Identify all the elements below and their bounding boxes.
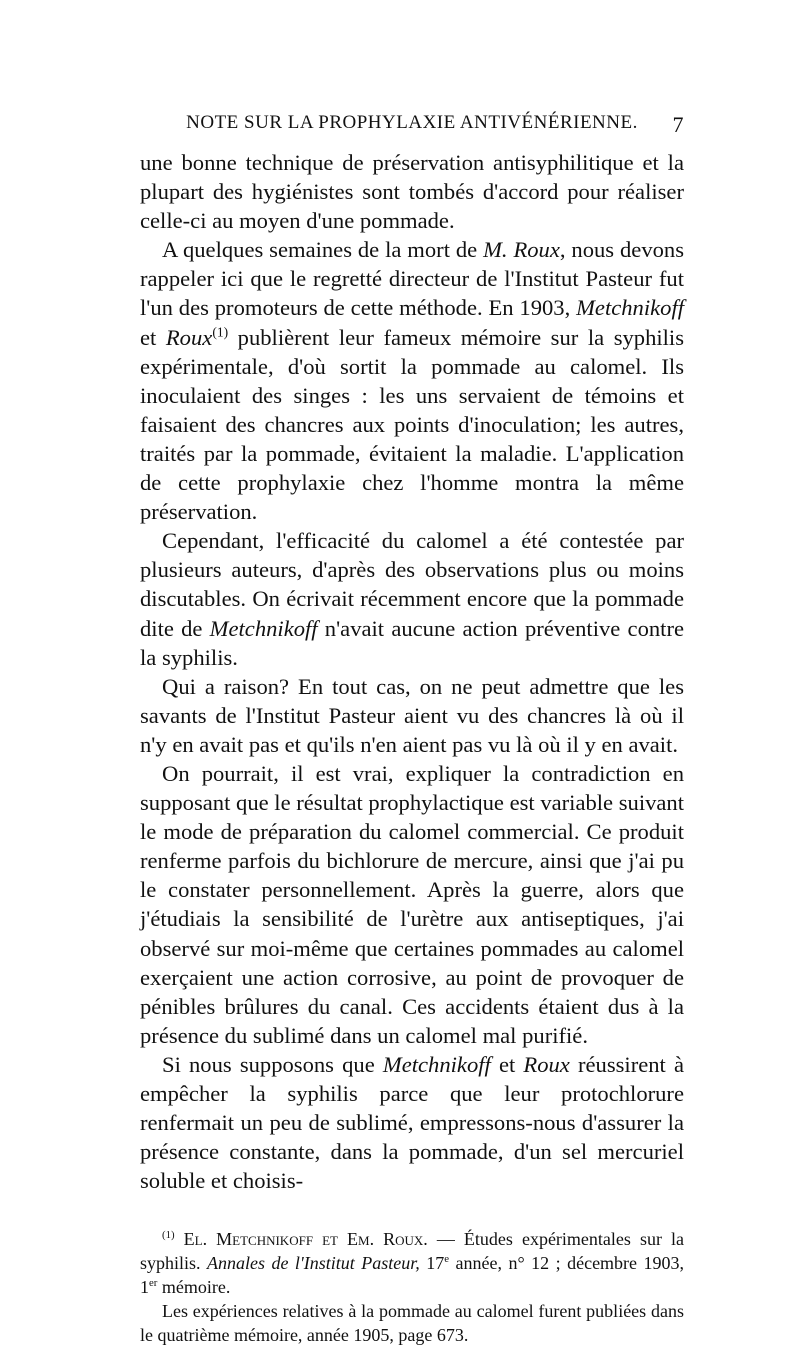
footnote-1-text-d: mémoire. [157, 1277, 231, 1298]
paragraph-2-text-c: et [140, 324, 166, 350]
paragraph-3-text-a: Cependant, l'efficacité du calomel a été contestée par plusieurs auteurs, d'après des observations plus ou moins discutables. On écrivait récemment encore que la pommade dite de [140, 528, 684, 641]
paragraph-2-text-b: , nous devons rappeler ici que le regretté directeur de l'Institut Pasteur fut l'un des promoteurs de cette méthode. En 1903, [140, 237, 684, 321]
name-metchnikoff-1: Metchnikoff [576, 295, 684, 321]
body-text [140, 148, 684, 1195]
name-metchnikoff-2: Metchnikoff [209, 615, 318, 641]
footnote-1-text-b: 17 [419, 1253, 445, 1274]
paragraph-2-text-a: A quelques semaines de la mort de [162, 237, 484, 263]
paragraph-2 [140, 235, 684, 526]
paragraph-6-text-c: réussirent à empêcher la syphilis parce que leur protochlorure renfermait un peu de sublimé, empressons-nous d'assurer la présence constante, dans la pommade, d'un sel mercuriel soluble et choisis- [140, 1051, 684, 1194]
page [140, 112, 684, 1347]
footnote-1 [140, 1227, 684, 1299]
footnote-authors: El. Metchnikoff et Em. Roux. [183, 1229, 428, 1250]
running-title: NOTE SUR LA PROPHYLAXIE ANTIVÉNÉRIENNE. [186, 112, 638, 133]
paragraph-1: une bonne technique de préservation antisyphilitique et la plupart des hygiénistes sont tombés d'accord pour réaliser celle-ci au moyen d'une pommade. [140, 150, 684, 234]
footnote-marker: (1) [162, 1229, 175, 1242]
page-number: 7 [672, 112, 684, 137]
paragraph-3 [140, 526, 684, 671]
name-roux-1: M. Roux [483, 237, 560, 263]
paragraph-6-text-a: Si nous supposons que [162, 1051, 383, 1077]
footnote-1-text-c: année, n° 12 ; décembre 1903, 1 [140, 1253, 685, 1298]
footnote-1-sup-e: e [444, 1253, 450, 1266]
paragraph-6-text-b: et [490, 1051, 524, 1077]
footnote-journal: Annales de l'Institut Pasteur, [207, 1253, 420, 1274]
footnote-1-sup-er: er [149, 1277, 158, 1290]
paragraph-3-text-b: n'avait aucune action préventive contre la syphilis. [140, 615, 684, 670]
running-head [140, 112, 684, 148]
footnote-1-text-a: — Études expérimentales sur la syphilis. [140, 1229, 684, 1274]
footnotes [140, 1227, 684, 1347]
name-roux-3: Roux [523, 1051, 570, 1077]
footnote-reference: (1) [212, 324, 229, 340]
paragraph-4: Qui a raison? En tout cas, on ne peut admettre que les savants de l'Institut Pasteur aient vu des chancres là où il n'y en avait pas et qu'ils n'en aient pas vu là où il y en avait. [140, 673, 684, 757]
paragraph-6 [140, 1050, 684, 1195]
paragraph-2-text-d: publièrent leur fameux mémoire sur la syphilis expérimentale, d'où sortit la pommade au calomel. Ils inoculaient des singes : les uns servaient de témoins et faisaient des chancres aux points d'inoculation; les autres, traités par la pommade, évitaient la maladie. L'application de cette prophylaxie chez l'homme montra la même préservation. [140, 324, 684, 525]
name-roux-2: Roux [165, 324, 213, 350]
name-metchnikoff-3: Metchnikoff [382, 1051, 491, 1077]
footnote-2: Les expériences relatives à la pommade au calomel furent publiées dans le quatrième mémoire, année 1905, page 673. [140, 1301, 684, 1346]
paragraph-5: On pourrait, il est vrai, expliquer la contradiction en supposant que le résultat prophylactique est variable suivant le mode de préparation du calomel commercial. Ce produit renferme parfois du bichlorure de mercure, ainsi que j'ai pu le constater personnellement. Après la guerre, alors que j'étudiais la sensibilité de l'urètre aux antiseptiques, j'ai observé sur moi-même que certaines pommades au calomel exerçaient une action corrosive, au point de provoquer de pénibles brûlures du canal. Ces accidents étaient dus à la présence du sublimé dans un calomel mal purifié. [140, 760, 684, 1048]
